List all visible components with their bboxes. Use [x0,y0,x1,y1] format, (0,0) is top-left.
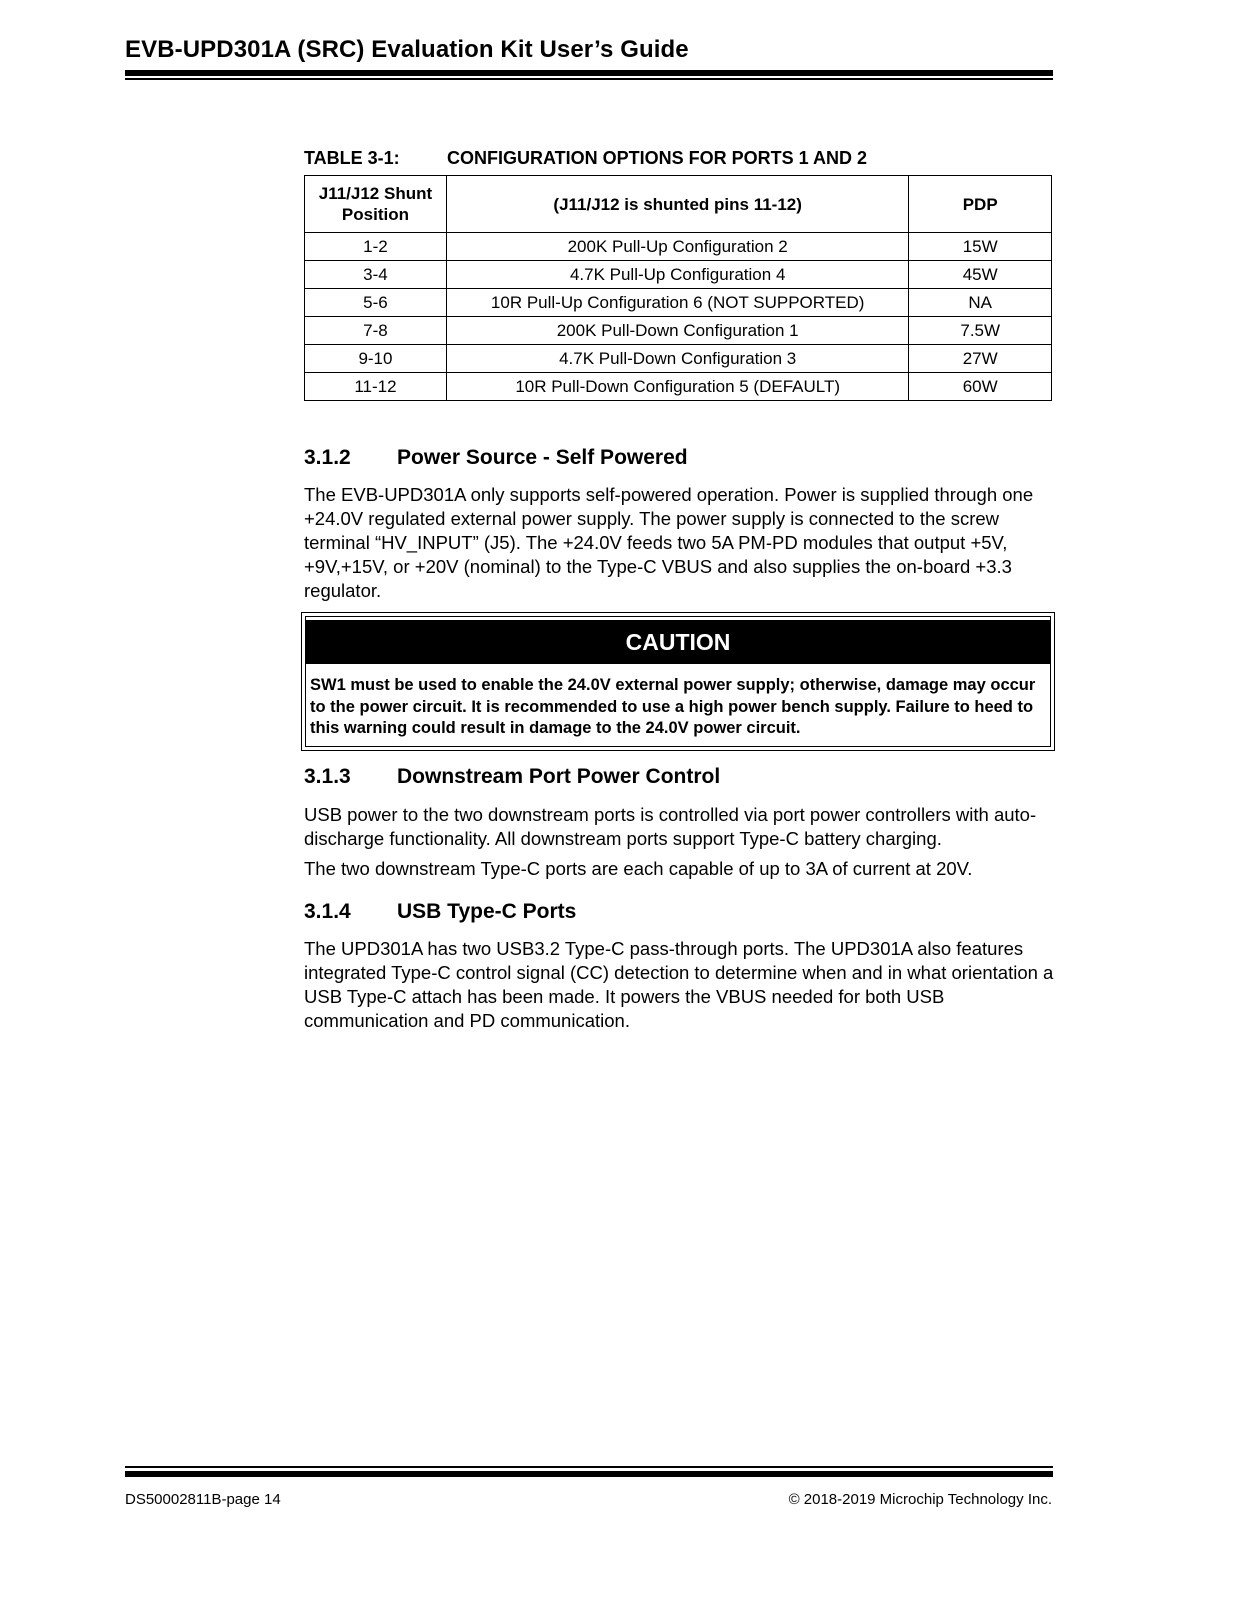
cell-position: 3-4 [305,261,447,289]
cell-pdp: 27W [909,345,1052,373]
cell-config: 200K Pull-Down Configuration 1 [446,317,909,345]
cell-position: 11-12 [305,373,447,401]
table-caption [304,148,867,169]
configuration-table [304,175,1052,401]
header-rule-thin [125,78,1053,80]
table-row [305,261,1052,289]
section-title: Power Source - Self Powered [397,446,688,469]
section-heading-3-1-3 [304,765,720,789]
caution-text: SW1 must be used to enable the 24.0V external power supply; otherwise, damage may occur to the power circuit. It is recommended to use a high power bench supply. Failure to heed to this warning could result in damage to the 24.0V power circuit. [310,676,1036,737]
table-row [305,373,1052,401]
cell-position: 1-2 [305,233,447,261]
footer-document-id: DS50002811B-page 14 [125,1491,281,1508]
header-rule [125,70,1053,76]
section-title: USB Type-C Ports [397,900,577,923]
section-body-3-1-3-note: The two downstream Type-C ports are each capable of up to 3A of current at 20V. [304,858,973,879]
footer-copyright: © 2018-2019 Microchip Technology Inc. [788,1491,1052,1508]
cell-position: 9-10 [305,345,447,373]
cell-config: 10R Pull-Down Configuration 5 (DEFAULT) [446,373,909,401]
section-title: Downstream Port Power Control [397,765,721,788]
cell-config: 200K Pull-Up Configuration 2 [446,233,909,261]
cell-position: 7-8 [305,317,447,345]
section-body-3-1-2: The EVB-UPD301A only supports self-powered operation. Power is supplied through one +24.0V regulated external power supply. The power supply is connected to the screw terminal “HV_INPUT” (J5). The +24.0V feeds two 5A PM-PD modules that output +5V, +9V,+15V, or +20V (nominal) to the Type-C VBUS and also supplies the on-board +3.3 regulator. [304,484,1034,601]
section-number: 3.1.2 [304,446,351,469]
footer-rule-thin [125,1466,1053,1468]
cell-pdp: 45W [909,261,1052,289]
section-heading-3-1-4 [304,900,576,924]
column-header-shunt-position [305,176,447,233]
table-row [305,233,1052,261]
column-header-pdp: PDP [909,176,1052,233]
cell-config: 4.7K Pull-Up Configuration 4 [446,261,909,289]
table-header-row [305,176,1052,233]
table-row [305,289,1052,317]
section-number: 3.1.4 [304,900,351,923]
cell-pdp: 15W [909,233,1052,261]
section-heading-3-1-2 [304,446,688,470]
column-header-config: (J11/J12 is shunted pins 11-12) [446,176,909,233]
page-header-title: EVB-UPD301A (SRC) Evaluation Kit User’s Guide [125,36,689,63]
cell-pdp: NA [909,289,1052,317]
cell-pdp: 7.5W [909,317,1052,345]
table-caption-title: CONFIGURATION OPTIONS FOR PORTS 1 AND 2 [447,148,868,168]
table-row [305,317,1052,345]
table-row [305,345,1052,373]
cell-config: 4.7K Pull-Down Configuration 3 [446,345,909,373]
cell-config: 10R Pull-Up Configuration 6 (NOT SUPPORTED) [446,289,909,317]
table-caption-number: TABLE 3-1: [304,148,400,168]
caution-label: CAUTION [306,620,1050,664]
footer-rule [125,1471,1053,1477]
caution-box [301,612,1055,751]
cell-position: 5-6 [305,289,447,317]
section-body-3-1-4: The UPD301A has two USB3.2 Type-C pass-through ports. The UPD301A also features integrated Type-C control signal (CC) detection to determine when and in what orientation a USB Type-C attach has been made. It powers the VBUS needed for both USB communication and PD communication. [304,938,1054,1031]
cell-pdp: 60W [909,373,1052,401]
column-header-shunt-label: J11/J12 Shunt Position [318,184,433,224]
section-number: 3.1.3 [304,765,351,788]
section-body-3-1-3: USB power to the two downstream ports is controlled via port power controllers with auto-discharge functionality. All downstream ports support Type-C battery charging. [304,804,1037,849]
caution-inner-frame [305,616,1051,747]
